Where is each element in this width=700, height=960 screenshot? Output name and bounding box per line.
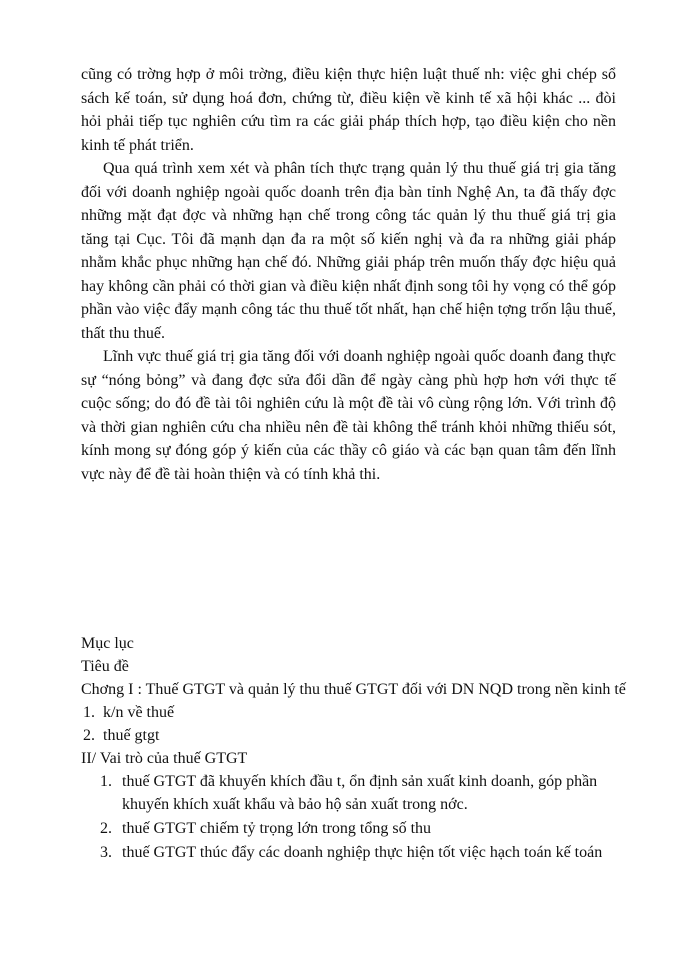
- list-number: 2.: [83, 727, 95, 744]
- list-text: thuế GTGT chiếm tỷ trọng lớn trong tổng số thu: [122, 820, 432, 837]
- table-of-contents: [81, 632, 626, 865]
- paragraph-continuation: cũng có trờng hợp ở môi trờng, điều kiện thực hiện luật thuế nh: việc ghi chép sổ sách kế toán, sử dụng hoá đơn, chứng từ, điều kiện về kinh tế xã hội khác ... đòi hỏi phải tiếp tục nghiên cứu tìm ra các giải pháp thích hợp, tạo điều kiện cho nền kinh tế phát triển.: [81, 66, 616, 154]
- toc-chapter-1: Chơng I : Thuế GTGT và quản lý thu thuế GTGT đối với DN NQD trong nền kinh tế: [81, 681, 626, 698]
- list-text: thuế GTGT thúc đẩy các doanh nghiệp thực hiện tốt việc hạch toán kế toán: [122, 844, 603, 861]
- paragraph-conclusion: Lĩnh vực thuế giá trị gia tăng đối với doanh nghiệp ngoài quốc doanh đang thực sự “nóng bỏng” và đang đợc sửa đổi dần để ngày càng phù hợp hơn với thực tế cuộc sống; do đó đề tài tôi nghiên cứu là một đề tài vô cùng rộng lớn. Với trình độ và thời gian nghiên cứu cha nhiều nên đề tài không thể tránh khỏi những thiếu sót, kính mong sự đóng góp ý kiến của các thầy cô giáo và các bạn quan tâm đến lĩnh vực này để đề tài hoàn thiện và có tính khả thi.: [81, 348, 616, 483]
- list-number: 2.: [100, 820, 112, 837]
- list-item: [81, 841, 626, 864]
- list-item: [81, 724, 626, 747]
- list-number: 3.: [100, 844, 112, 861]
- list-number: 1.: [83, 704, 95, 721]
- paragraph-analysis: Qua quá trình xem xét và phân tích thực trạng quản lý thu thuế giá trị gia tăng đối với doanh nghiệp ngoài quốc doanh trên địa bàn tỉnh Nghệ An, ta đã thấy đợc những mặt đạt đợc và những hạn chế trong công tác quản lý thu thuế giá trị gia tăng tại Cục. Tôi đã mạnh dạn đa ra một số kiến nghị và đa ra những giải pháp nhằm khắc phục những hạn chế đó. Những giải pháp trên muốn thấy đợc hiệu quả hay không cần phải có thời gian và điều kiện nhất định song tôi hy vọng có thể góp phần vào việc đẩy mạnh công tác thu thuế tốt nhất, hạn chế hiện tợng trốn lậu thuế, thất thu thuế.: [81, 160, 616, 342]
- toc-heading: Mục lục: [81, 635, 134, 652]
- list-item: [81, 770, 626, 816]
- list-number: 1.: [100, 773, 112, 790]
- list-item: [81, 817, 626, 840]
- list-text: thuế gtgt: [103, 727, 160, 744]
- toc-section-2-list: [81, 770, 626, 864]
- list-item: [81, 701, 626, 724]
- list-text: k/n về thuế: [103, 704, 175, 721]
- body-text: [81, 63, 616, 486]
- list-text: thuế GTGT đã khuyến khích đầu t, ổn định sản xuất kinh doanh, góp phần khuyến khích xuất khẩu và bảo hộ sản xuất trong nớc.: [122, 773, 598, 813]
- toc-section-2: II/ Vai trò của thuế GTGT: [81, 750, 248, 767]
- toc-chapter-1-list: [81, 701, 626, 747]
- toc-subheading: Tiêu đề: [81, 658, 129, 675]
